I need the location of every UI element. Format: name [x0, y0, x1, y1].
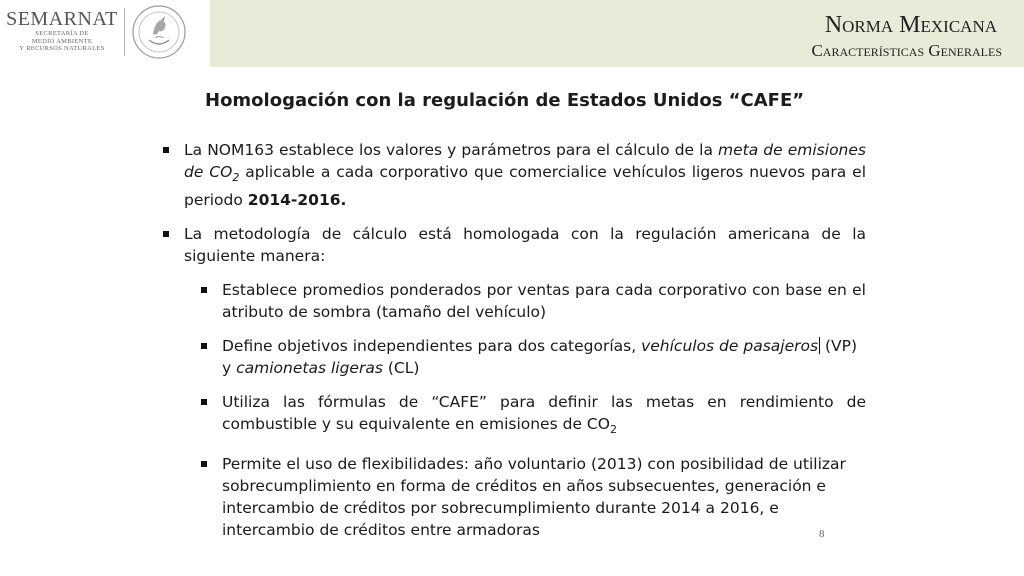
slide-content: [160, 139, 866, 553]
sub-bullet-text: (VP) y: [222, 337, 858, 378]
bullet-metodologia: [160, 223, 866, 267]
sub-bullet-text: Establece promedios ponderados por ventas para cada corporativo con base en el atributo de sombra (tamaño del vehículo): [222, 281, 866, 322]
org-sub-line3: Y RECURSOS NATURALES: [19, 45, 105, 52]
category-vp: vehículos de pasajeros: [641, 337, 819, 356]
slide-title: Homologación con la regulación de Estados Unidos “CAFE”: [205, 90, 805, 111]
org-name: SEMARNAT: [6, 8, 118, 30]
bullet-emphasis: meta de emisiones de CO: [184, 141, 866, 181]
logo-text: [6, 8, 118, 53]
header-subtitle: Características Generales: [811, 41, 1002, 60]
subscript-2: 2: [232, 171, 240, 185]
subscript-2: 2: [609, 423, 617, 437]
bullet-period: 2014-2016.: [247, 191, 347, 210]
category-cl: camionetas ligeras: [236, 359, 383, 378]
header-title: Norma Mexicana: [824, 12, 997, 38]
logo-divider: [124, 8, 125, 56]
sub-bullet-text: Define objetivos independientes para dos categorías,: [222, 337, 642, 356]
sub-bullet-formulas: [160, 391, 866, 441]
page-number: 8: [819, 528, 825, 540]
org-sub-line1: SECRETARÍA DE: [35, 30, 89, 37]
bullet-text: aplicable a cada corporativo que comercialice vehículos ligeros nuevos para el periodo: [184, 163, 867, 210]
sub-bullet-flexibilidades: [160, 453, 866, 541]
bullet-text: La metodología de cálculo está homologada con la regulación americana de la siguiente manera:: [184, 225, 866, 266]
sub-bullet-objetivos: [160, 335, 866, 379]
org-sub-line2: MEDIO AMBIENTE: [31, 37, 93, 45]
sub-bullet-promedios: [160, 279, 866, 323]
sub-bullet-text: (CL): [382, 359, 420, 378]
bullet-text: La NOM163 establece los valores y parámetros para el cálculo de la: [184, 141, 719, 159]
semarnat-logo: [0, 0, 210, 67]
sub-bullet-text: Utiliza las fórmulas de “CAFE” para definir las metas en rendimiento de combustible y su equivalente en emisiones de CO: [222, 393, 866, 434]
sub-bullet-text: Permite el uso de flexibilidades: año voluntario (2013) con posibilidad de utilizar sobrecumplimiento en forma de créditos en años subsecuentes, generación e intercambio de créditos por sobrecumplimiento durante 2014 a 2016, e intercambio de créditos entre armadoras: [222, 455, 846, 540]
coat-of-arms-seal-icon: [131, 4, 187, 60]
bullet-nom163: [160, 139, 866, 211]
